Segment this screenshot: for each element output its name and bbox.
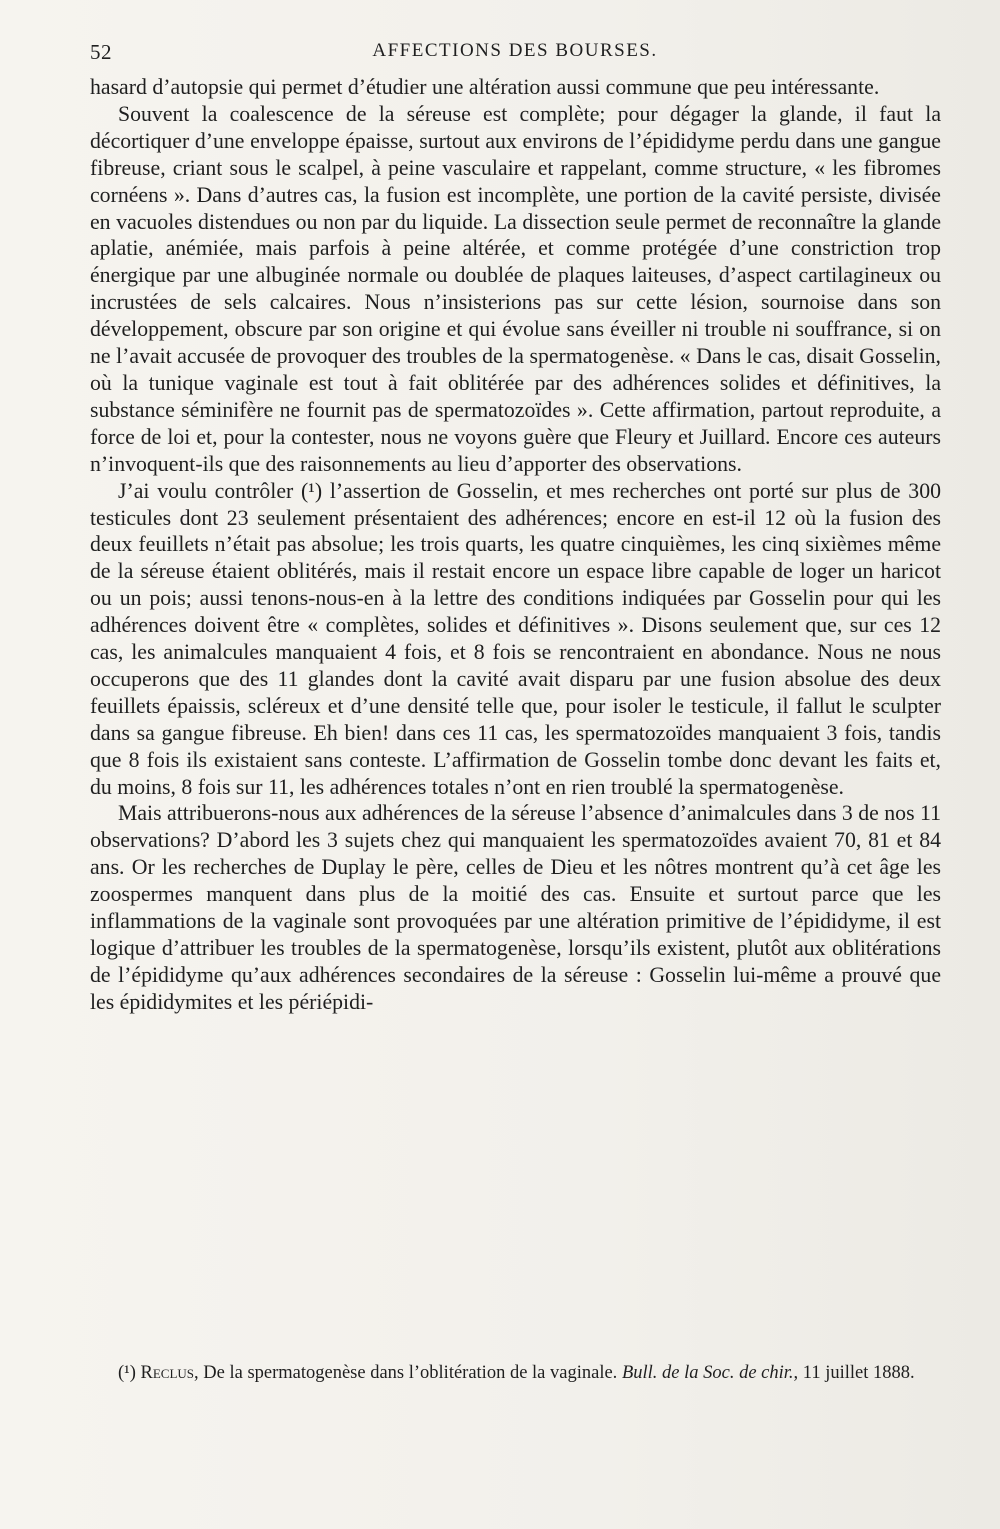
running-head bbox=[90, 40, 940, 68]
footnote-journal: Bull. de la Soc. de chir. bbox=[621, 1363, 794, 1383]
footnote-marker: (¹) bbox=[118, 1363, 136, 1383]
paragraph-controle: J’ai voulu contrôler (¹) l’assertion de Gosselin, et mes recherches ont porté sur plus de 300 testicules dont 23 seulement présentaient des adhérences; encore en est-il 12 où la fusion des deux feuillets n’était pas absolue; les trois quarts, les quatre cinquièmes, les cinq sixièmes même de la séreuse étaient oblitérés, mais il restait encore un espace libre capable de loger un haricot ou un pois; aussi tenons-nous-en à la lettre des conditions indiquées par Gosselin pour qui les adhérences doivent être « complètes, solides et définitives ». Disons seulement que, sur ces 12 cas, les animalcules manquaient 4 fois, et 8 fois se rencontraient en abondance. Nous ne nous occuperons que des 11 glandes dont la cavité avait disparu par une fusion absolue des deux feuillets épaissis, scléreux et d’une densité telle que, pour isoler le testicule, il fallut le sculpter dans sa gangue fibreuse. Eh bien! dans ces 11 cas, les spermatozoïdes manquaient 3 fois, tandis que 8 fois ils existaient sans conteste. L’affirmation de Gosselin tombe donc devant les faits et, du moins, 8 fois sur 11, les adhérences totales n’ont en rien troublé la spermatogenèse. bbox=[90, 478, 941, 799]
footnote-title: , De la spermatogenèse dans l’oblitération de la vaginale. bbox=[194, 1363, 618, 1383]
footnote bbox=[90, 1362, 941, 1384]
running-title: AFFECTIONS DES BOURSES. bbox=[372, 40, 658, 61]
footnote-date: , 11 juillet 1888. bbox=[793, 1363, 915, 1383]
paragraph-continuation: hasard d’autopsie qui permet d’étudier une altération aussi commune que peu intéressante. bbox=[90, 75, 880, 99]
page-number: 52 bbox=[90, 40, 112, 64]
footnote-author: Reclus bbox=[140, 1363, 195, 1383]
body-text bbox=[90, 74, 941, 1016]
paragraph-attribution: Mais attribuerons-nous aux adhérences de la séreuse l’absence d’animalcules dans 3 de nos 11 observations? D’abord les 3 sujets chez qui manquaient les spermatozoïdes avaient 70, 81 et 84 ans. Or les recherches de Duplay le père, celles de Dieu et les nôtres montrent qu’à cet âge les zoospermes manquent dans plus de la moitié des cas. Ensuite et surtout parce que les inflammations de la vaginale sont provoquées par une altération primitive de l’épididyme, il est logique d’attribuer les troubles de la spermatogenèse, lorsqu’ils existent, plutôt aux oblitérations de l’épididyme qu’aux adhérences secondaires de la séreuse : Gosselin lui-même a prouvé que les épididymites et les périépidi- bbox=[90, 801, 941, 1014]
paragraph-coalescence: Souvent la coalescence de la séreuse est complète; pour dégager la glande, il faut la décortiquer d’une enveloppe épaisse, surtout aux environs de l’épididyme perdu dans une gangue fibreuse, criant sous le scalpel, à peine vasculaire et rappelant, comme structure, « les fibromes cornéens ». Dans d’autres cas, la fusion est incomplète, une portion de la cavité persiste, divisée en vacuoles distendues ou non par du liquide. La dissection seule permet de reconnaître la glande aplatie, anémiée, mais parfois à peine altérée, et comme protégée d’une constriction trop énergique par une albuginée normale ou doublée de plaques laiteuses, d’aspect cartilagineux ou incrustées de sels calcaires. Nous n’insisterions pas sur cette lésion, sournoise dans son développement, obscure par son origine et qui évolue sans éveiller ni trouble ni souffrance, si on ne l’avait accusée de provoquer des troubles de la spermatogenèse. « Dans le cas, disait Gosselin, où la tunique vaginale est tout à fait oblitérée par des adhérences solides et définitives, la substance séminifère ne fournit pas de spermatozoïdes ». Cette affirmation, partout reproduite, a force de loi et, pour la contester, nous ne voyons guère que Fleury et Juillard. Encore ces auteurs n’invoquent-ils que des raisonnements au lieu d’apporter des observations. bbox=[90, 101, 941, 476]
